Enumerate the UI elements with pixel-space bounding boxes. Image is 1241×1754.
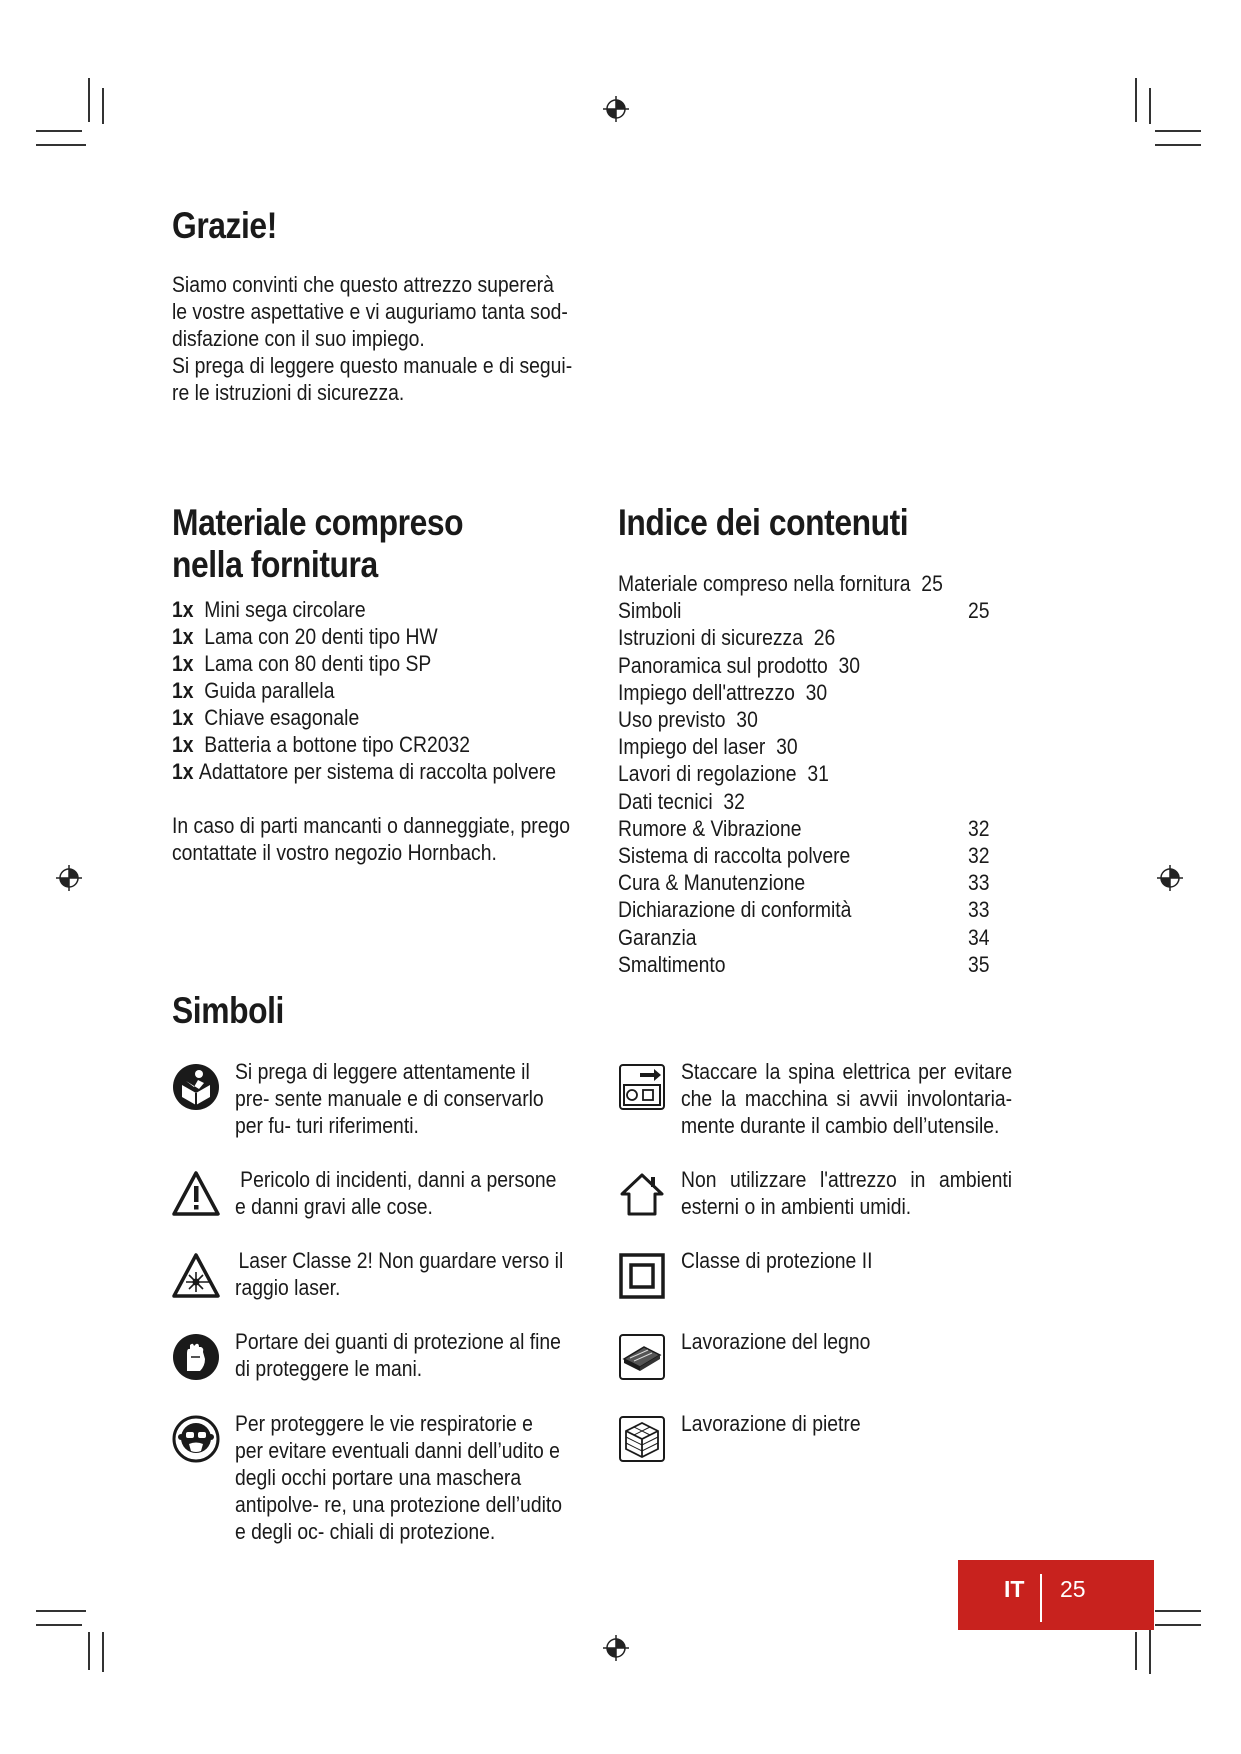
toc-entry[interactable]	[618, 951, 990, 978]
toc-entry[interactable]	[618, 733, 1048, 760]
toc-page: 35	[967, 951, 990, 977]
qty: 1x	[172, 597, 194, 622]
page-number-tab	[958, 1560, 1154, 1630]
toc-label: Rumore & Vibrazione	[618, 815, 802, 841]
read-manual-icon	[172, 1063, 220, 1111]
registration-mark-icon	[55, 864, 83, 892]
qty: 1x	[172, 651, 194, 676]
toc-page: 25	[921, 571, 943, 596]
item-text: Lama con 20 denti tipo HW	[204, 624, 438, 649]
toc-entry[interactable]	[618, 896, 990, 923]
list-item	[172, 731, 570, 758]
tab-divider	[1040, 1574, 1042, 1622]
unplug-icon	[618, 1063, 666, 1111]
toc-entry[interactable]	[618, 706, 1048, 733]
symbols-title: Simboli	[172, 990, 284, 1031]
item-text: Lama con 80 denti tipo SP	[204, 651, 432, 676]
toc-label: Dichiarazione di conformità	[618, 897, 852, 923]
symbol-text: Portare dei guanti di protezione al fine di proteggere le mani.	[235, 1329, 561, 1381]
toc-entry[interactable]	[618, 760, 1048, 787]
supply-list	[172, 596, 570, 866]
registration-mark-icon	[1156, 864, 1184, 892]
toc-entry[interactable]	[618, 842, 990, 869]
registration-mark-icon	[602, 1634, 630, 1662]
symbol-text: Pericolo di incidenti, danni a persone e danni gravi alle cose.	[235, 1167, 557, 1219]
toc-label: Garanzia	[618, 924, 697, 950]
item-text: Guida parallela	[204, 678, 335, 703]
toc-entry[interactable]	[618, 624, 1048, 651]
toc-entry[interactable]	[618, 788, 1048, 815]
thanks-paragraph	[172, 271, 572, 406]
thanks-line: Si prega di leggere questo manuale e di segui-	[172, 353, 573, 378]
qty: 1x	[172, 678, 194, 703]
qty: 1x	[172, 732, 194, 757]
thanks-line: disfazione con il suo impiego.	[172, 326, 425, 351]
symbol-text: Laser Classe 2! Non guardare verso il raggio laser.	[235, 1248, 564, 1300]
language-code: IT	[1004, 1576, 1025, 1602]
qty: 1x	[172, 705, 194, 730]
qty: 1x	[172, 759, 194, 784]
supply-note: contattate il vostro negozio Hornbach.	[172, 840, 497, 865]
toc-entry[interactable]	[618, 570, 1048, 597]
toc-entry[interactable]	[618, 679, 1048, 706]
thanks-title: Grazie!	[172, 205, 277, 246]
toc-entry[interactable]	[618, 924, 990, 951]
toc-entry[interactable]	[618, 652, 1048, 679]
item-text: Mini sega circolare	[204, 597, 366, 622]
stone-icon	[618, 1415, 666, 1463]
toc-page: 26	[813, 625, 836, 651]
item-text: Adattatore per sistema di raccolta polvere	[198, 759, 557, 784]
item-text: Chiave esagonale	[204, 705, 360, 730]
toc-label: Istruzioni di sicurezza	[618, 625, 803, 651]
registration-mark-icon	[602, 95, 630, 123]
toc-title: Indice dei contenuti	[618, 502, 909, 543]
laser-warning-icon	[172, 1252, 220, 1300]
supply-title-line: nella fornitura	[172, 544, 378, 585]
protection-class-ii-icon	[618, 1252, 666, 1300]
toc-label: Panoramica sul prodotto	[618, 652, 828, 678]
toc-label: Lavori di regolazione	[618, 761, 797, 787]
toc-label: Dati tecnici	[618, 788, 713, 814]
list-item	[172, 758, 570, 785]
symbol-text: Si prega di leggere attentamente il pre- sente manuale e di conservarlo per fu- turi riferimenti.	[235, 1059, 544, 1138]
list-item	[172, 596, 570, 623]
toc-page: 32	[967, 815, 990, 841]
toc-page: 31	[807, 761, 829, 787]
toc-page: 34	[967, 924, 990, 950]
toc-page: 32	[723, 788, 745, 814]
ppe-mask-goggles-icon	[172, 1415, 220, 1463]
wood-icon	[618, 1333, 666, 1381]
toc-label: Smaltimento	[618, 951, 726, 977]
symbol-text: Lavorazione di pietre	[681, 1411, 861, 1436]
toc-entry[interactable]	[618, 869, 990, 896]
item-text: Batteria a bottone tipo CR2032	[204, 732, 471, 757]
toc-label: Uso previsto	[618, 707, 726, 733]
toc-page: 32	[967, 843, 990, 869]
toc-page: 33	[967, 870, 990, 896]
symbol-text: Lavorazione del legno	[681, 1329, 871, 1354]
list-item	[172, 704, 570, 731]
toc-label: Sistema di raccolta polvere	[618, 843, 851, 869]
toc-page: 30	[736, 707, 758, 733]
symbol-text: Staccare la spina elettrica per evitare che la macchina si avvii involontaria- mente durante il cambio dell’utensile.	[681, 1059, 1013, 1138]
supply-title	[172, 502, 463, 586]
toc-label: Impiego del laser	[618, 734, 766, 760]
list-item	[172, 650, 570, 677]
toc-entry[interactable]	[618, 815, 990, 842]
toc-page: 30	[776, 734, 798, 760]
toc-label: Simboli	[618, 598, 682, 624]
supply-note: In caso di parti mancanti o danneggiate, prego	[172, 813, 571, 838]
supply-title-line: Materiale compreso	[172, 502, 464, 543]
toc-page: 30	[838, 652, 861, 678]
page-number: 25	[1060, 1576, 1086, 1602]
toc-page: 25	[967, 598, 990, 624]
warning-triangle-icon	[172, 1170, 220, 1218]
thanks-line: Siamo convinti che questo attrezzo supererà	[172, 272, 554, 297]
symbol-text: Non utilizzare l'attrezzo in ambienti esterni o in ambienti umidi.	[681, 1167, 1013, 1219]
gloves-icon	[172, 1333, 220, 1381]
symbol-text: Per proteggere le vie respiratorie e per evitare eventuali danni dell’udito e degli occhi portare una maschera antipolve- re, una protezione dell’udito e degli oc- chiali di protezione.	[235, 1411, 563, 1544]
toc-entry[interactable]	[618, 597, 990, 624]
list-item	[172, 623, 570, 650]
thanks-line: re le istruzioni di sicurezza.	[172, 380, 405, 405]
toc-label: Cura & Manutenzione	[618, 870, 806, 896]
toc-label: Materiale compreso nella fornitura	[618, 571, 911, 596]
toc-page: 30	[805, 679, 828, 705]
toc-page: 33	[967, 897, 990, 923]
toc-label: Impiego dell'attrezzo	[618, 679, 795, 705]
toc-list	[618, 570, 1048, 978]
qty: 1x	[172, 624, 194, 649]
symbol-text: Classe di protezione II	[681, 1248, 873, 1273]
thanks-line: le vostre aspettative e vi auguriamo tanta sod-	[172, 299, 568, 324]
list-item	[172, 677, 570, 704]
indoor-use-icon	[618, 1170, 666, 1218]
